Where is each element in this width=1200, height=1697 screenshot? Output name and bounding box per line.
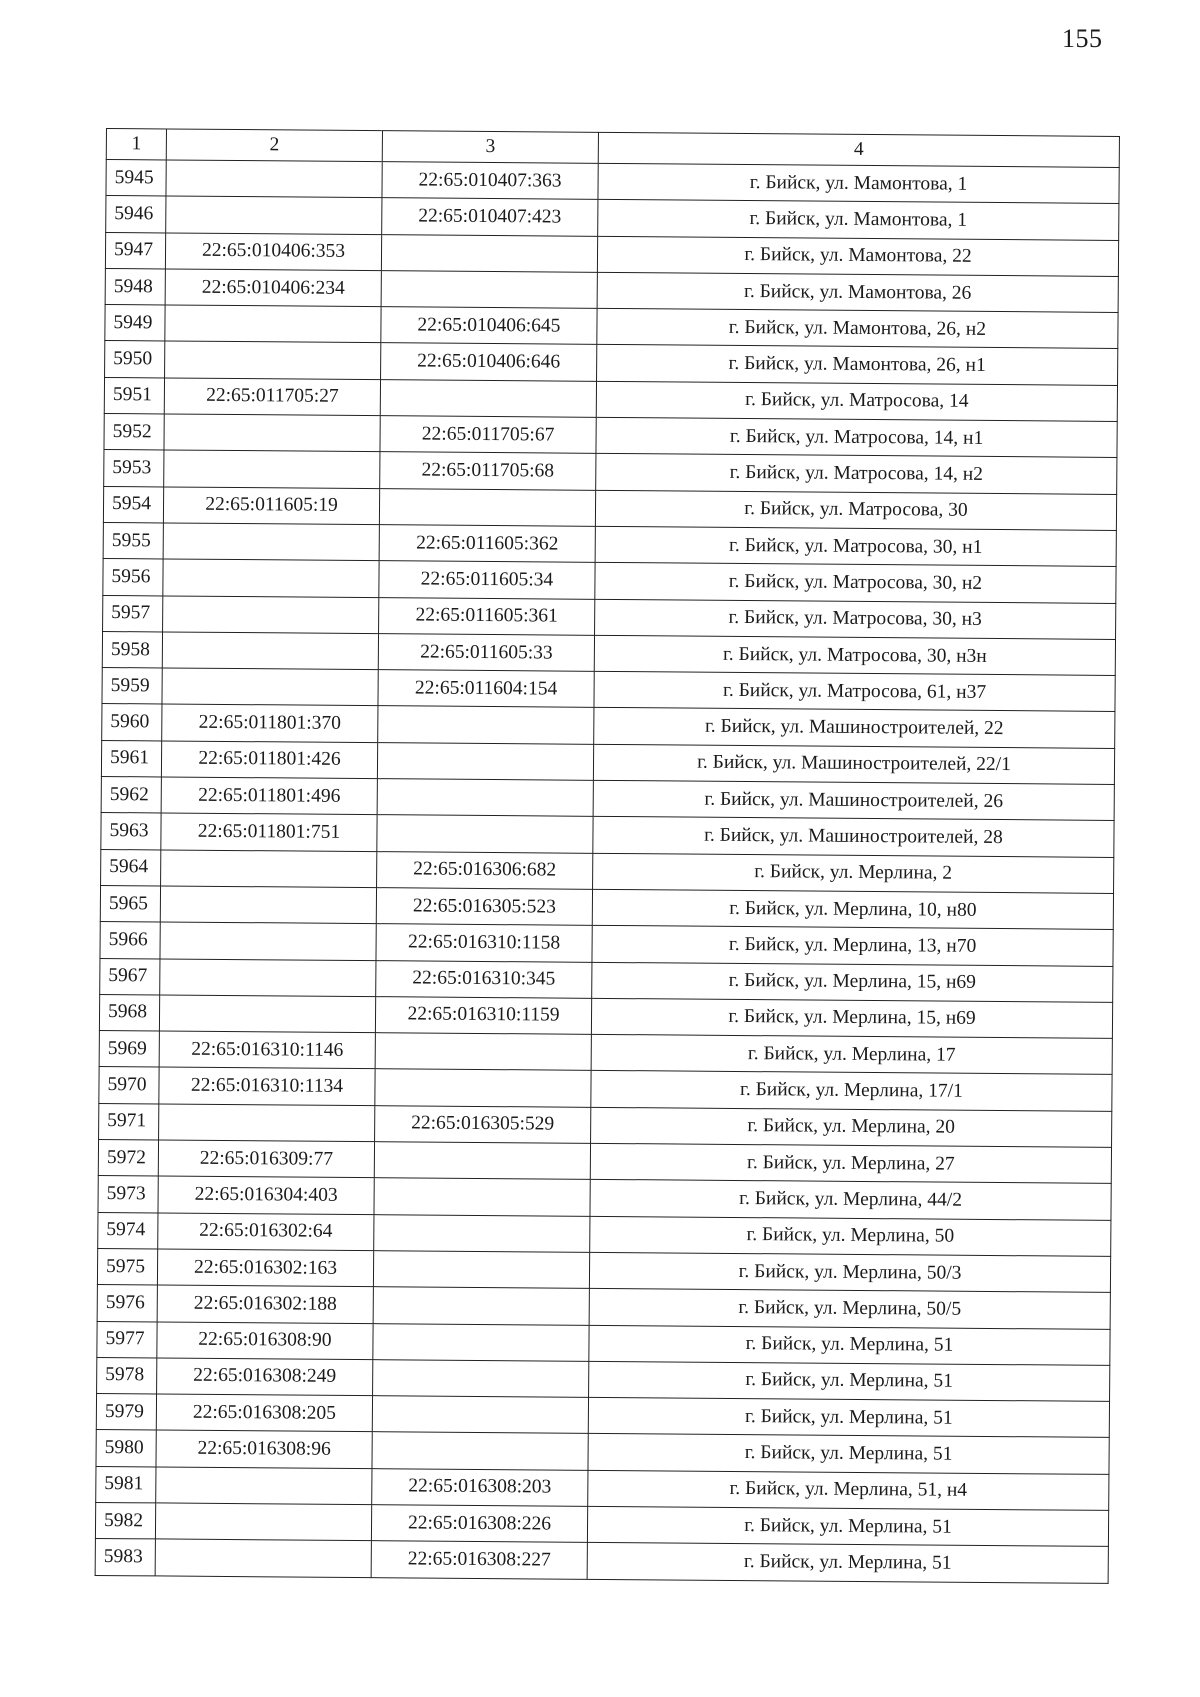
address-cell: г. Бийск, ул. Машиностроителей, 22/1: [593, 744, 1114, 784]
building-cadastral-cell: 22:65:016308:227: [371, 1541, 587, 1579]
building-cadastral-cell: 22:65:016305:523: [376, 888, 592, 926]
land-cadastral-cell: 22:65:011801:496: [161, 777, 377, 815]
row-number-cell: 5948: [105, 268, 165, 305]
land-cadastral-cell: 22:65:016308:205: [156, 1394, 372, 1432]
building-cadastral-cell: 22:65:010406:646: [381, 343, 597, 381]
address-cell: г. Бийск, ул. Мерлина, 13, н70: [592, 926, 1113, 966]
building-cadastral-cell: 22:65:010406:645: [381, 307, 597, 345]
row-number-cell: 5952: [104, 414, 164, 451]
land-cadastral-cell: [164, 414, 380, 452]
column-header-4: 4: [598, 132, 1119, 167]
building-cadastral-cell: [374, 1214, 590, 1252]
land-cadastral-cell: [164, 450, 380, 488]
row-number-cell: 5951: [104, 377, 164, 414]
land-cadastral-cell: 22:65:016308:249: [157, 1358, 373, 1396]
land-cadastral-cell: 22:65:010406:353: [165, 233, 381, 271]
land-cadastral-cell: [160, 958, 376, 996]
table-body: [95, 160, 1119, 1583]
row-number-cell: 5954: [103, 486, 163, 523]
address-cell: г. Бийск, ул. Мерлина, 15, н69: [592, 962, 1113, 1002]
land-cadastral-cell: 22:65:011705:27: [164, 378, 380, 416]
address-cell: г. Бийск, ул. Машиностроителей, 22: [594, 708, 1115, 748]
building-cadastral-cell: [374, 1178, 590, 1216]
land-cadastral-cell: [160, 886, 376, 924]
address-cell: г. Бийск, ул. Мамонтова, 26, н1: [597, 345, 1118, 385]
address-cell: г. Бийск, ул. Матросова, 30, н3н: [594, 635, 1115, 675]
building-cadastral-cell: [377, 779, 593, 817]
row-number-cell: 5966: [100, 922, 160, 959]
building-cadastral-cell: [373, 1287, 589, 1325]
land-cadastral-cell: 22:65:011605:19: [163, 487, 379, 525]
building-cadastral-cell: [375, 1033, 591, 1071]
row-number-cell: 5980: [96, 1430, 156, 1467]
address-cell: г. Бийск, ул. Мерлина, 17: [591, 1034, 1112, 1074]
building-cadastral-cell: 22:65:016310:1158: [376, 924, 592, 962]
row-number-cell: 5969: [99, 1031, 159, 1068]
address-cell: г. Бийск, ул. Мерлина, 27: [590, 1143, 1111, 1183]
row-number-cell: 5983: [95, 1539, 155, 1576]
land-cadastral-cell: [165, 305, 381, 343]
land-cadastral-cell: 22:65:016308:96: [156, 1430, 372, 1468]
row-number-cell: 5974: [98, 1212, 158, 1249]
land-cadastral-cell: [163, 523, 379, 561]
row-number-cell: 5973: [98, 1176, 158, 1213]
row-number-cell: 5976: [97, 1285, 157, 1322]
address-cell: г. Бийск, ул. Мамонтова, 26: [597, 272, 1118, 312]
building-cadastral-cell: [379, 488, 595, 526]
column-header-2: 2: [166, 129, 382, 162]
address-cell: г. Бийск, ул. Мерлина, 51, н4: [588, 1470, 1109, 1510]
address-cell: г. Бийск, ул. Матросова, 14: [596, 381, 1117, 421]
address-cell: г. Бийск, ул. Мамонтова, 22: [597, 236, 1118, 276]
building-cadastral-cell: [372, 1432, 588, 1470]
address-cell: г. Бийск, ул. Мамонтова, 1: [598, 200, 1119, 240]
row-number-cell: 5962: [101, 777, 161, 814]
building-cadastral-cell: [373, 1323, 589, 1361]
land-cadastral-cell: 22:65:011801:751: [161, 813, 377, 851]
land-cadastral-cell: [155, 1503, 371, 1541]
address-cell: г. Бийск, ул. Мамонтова, 1: [598, 163, 1119, 203]
land-cadastral-cell: 22:65:016302:188: [157, 1285, 373, 1323]
building-cadastral-cell: [373, 1359, 589, 1397]
row-number-cell: 5953: [104, 450, 164, 487]
address-cell: г. Бийск, ул. Матросова, 14, н2: [596, 454, 1117, 494]
registry-table: [95, 128, 1120, 1583]
land-cadastral-cell: [166, 160, 382, 198]
row-number-cell: 5975: [97, 1248, 157, 1285]
building-cadastral-cell: 22:65:011605:34: [379, 561, 595, 599]
address-cell: г. Бийск, ул. Мерлина, 50/3: [589, 1252, 1110, 1292]
land-cadastral-cell: 22:65:011801:370: [162, 704, 378, 742]
address-cell: г. Бийск, ул. Матросова, 30, н1: [595, 526, 1116, 566]
building-cadastral-cell: 22:65:011605:33: [378, 634, 594, 672]
land-cadastral-cell: [162, 668, 378, 706]
column-header-3: 3: [382, 131, 598, 164]
address-cell: г. Бийск, ул. Мерлина, 51: [587, 1543, 1108, 1583]
building-cadastral-cell: [381, 271, 597, 309]
address-cell: г. Бийск, ул. Матросова, 30, н2: [595, 563, 1116, 603]
address-cell: г. Бийск, ул. Матросова, 14, н1: [596, 417, 1117, 457]
column-header-1: 1: [106, 129, 166, 160]
land-cadastral-cell: [159, 995, 375, 1033]
land-cadastral-cell: [165, 341, 381, 379]
address-cell: г. Бийск, ул. Мерлина, 50: [590, 1216, 1111, 1256]
building-cadastral-cell: 22:65:010407:363: [382, 162, 598, 200]
row-number-cell: 5961: [101, 740, 161, 777]
building-cadastral-cell: 22:65:016310:1159: [375, 996, 591, 1034]
building-cadastral-cell: [374, 1142, 590, 1180]
address-cell: г. Бийск, ул. Мерлина, 17/1: [591, 1071, 1112, 1111]
address-cell: г. Бийск, ул. Матросова, 61, н37: [594, 672, 1115, 712]
row-number-cell: 5970: [99, 1067, 159, 1104]
land-cadastral-cell: [155, 1539, 371, 1577]
table-row: [95, 1539, 1108, 1583]
row-number-cell: 5959: [102, 668, 162, 705]
address-cell: г. Бийск, ул. Мерлина, 2: [593, 853, 1114, 893]
building-cadastral-cell: [381, 234, 597, 272]
building-cadastral-cell: [378, 706, 594, 744]
building-cadastral-cell: 22:65:011604:154: [378, 670, 594, 708]
building-cadastral-cell: 22:65:016305:529: [375, 1105, 591, 1143]
row-number-cell: 5967: [100, 958, 160, 995]
land-cadastral-cell: [163, 596, 379, 634]
row-number-cell: 5978: [97, 1357, 157, 1394]
row-number-cell: 5963: [101, 813, 161, 850]
row-number-cell: 5971: [99, 1103, 159, 1140]
land-cadastral-cell: [162, 632, 378, 670]
building-cadastral-cell: 22:65:011705:67: [380, 416, 596, 454]
row-number-cell: 5981: [96, 1466, 156, 1503]
land-cadastral-cell: [166, 196, 382, 234]
land-cadastral-cell: 22:65:016302:163: [157, 1249, 373, 1287]
address-cell: г. Бийск, ул. Мерлина, 15, н69: [591, 998, 1112, 1038]
row-number-cell: 5957: [103, 595, 163, 632]
address-cell: г. Бийск, ул. Мерлина, 51: [589, 1325, 1110, 1365]
row-number-cell: 5947: [105, 232, 165, 269]
land-cadastral-cell: [159, 1104, 375, 1142]
row-number-cell: 5955: [103, 522, 163, 559]
address-cell: г. Бийск, ул. Машиностроителей, 28: [593, 817, 1114, 857]
building-cadastral-cell: [373, 1251, 589, 1289]
row-number-cell: 5979: [96, 1394, 156, 1431]
address-cell: г. Бийск, ул. Мерлина, 51: [588, 1397, 1109, 1437]
building-cadastral-cell: 22:65:016306:682: [377, 851, 593, 889]
address-cell: г. Бийск, ул. Матросова, 30, н3: [595, 599, 1116, 639]
address-cell: г. Бийск, ул. Мерлина, 10, н80: [592, 889, 1113, 929]
address-cell: г. Бийск, ул. Матросова, 30: [595, 490, 1116, 530]
address-cell: г. Бийск, ул. Мерлина, 51: [589, 1361, 1110, 1401]
row-number-cell: 5977: [97, 1321, 157, 1358]
row-number-cell: 5960: [102, 704, 162, 741]
building-cadastral-cell: 22:65:011605:362: [379, 525, 595, 563]
land-cadastral-cell: 22:65:016304:403: [158, 1176, 374, 1214]
row-number-cell: 5949: [105, 305, 165, 342]
address-cell: г. Бийск, ул. Мерлина, 44/2: [590, 1180, 1111, 1220]
land-cadastral-cell: [160, 922, 376, 960]
land-cadastral-cell: 22:65:016308:90: [157, 1321, 373, 1359]
building-cadastral-cell: 22:65:016308:203: [372, 1468, 588, 1506]
address-cell: г. Бийск, ул. Машиностроителей, 26: [593, 780, 1114, 820]
building-cadastral-cell: [380, 379, 596, 417]
building-cadastral-cell: 22:65:016310:345: [376, 960, 592, 998]
row-number-cell: 5982: [95, 1502, 155, 1539]
land-cadastral-cell: 22:65:016302:64: [158, 1213, 374, 1251]
building-cadastral-cell: 22:65:010407:423: [382, 198, 598, 236]
row-number-cell: 5946: [106, 196, 166, 233]
building-cadastral-cell: 22:65:016308:226: [371, 1505, 587, 1543]
land-cadastral-cell: 22:65:016309:77: [158, 1140, 374, 1178]
land-cadastral-cell: [156, 1467, 372, 1505]
building-cadastral-cell: [372, 1396, 588, 1434]
land-cadastral-cell: 22:65:016310:1146: [159, 1031, 375, 1069]
land-cadastral-cell: 22:65:016310:1134: [159, 1067, 375, 1105]
row-number-cell: 5956: [103, 559, 163, 596]
row-number-cell: 5950: [105, 341, 165, 378]
building-cadastral-cell: 22:65:011705:68: [380, 452, 596, 490]
land-cadastral-cell: 22:65:010406:234: [165, 269, 381, 307]
row-number-cell: 5968: [99, 994, 159, 1031]
row-number-cell: 5945: [106, 160, 166, 197]
row-number-cell: 5964: [101, 849, 161, 886]
building-cadastral-cell: [377, 742, 593, 780]
row-number-cell: 5965: [100, 885, 160, 922]
land-cadastral-cell: [161, 850, 377, 888]
land-cadastral-cell: [163, 559, 379, 597]
building-cadastral-cell: 22:65:011605:361: [379, 597, 595, 635]
address-cell: г. Бийск, ул. Мамонтова, 26, н2: [597, 309, 1118, 349]
building-cadastral-cell: [375, 1069, 591, 1107]
row-number-cell: 5972: [98, 1139, 158, 1176]
building-cadastral-cell: [377, 815, 593, 853]
address-cell: г. Бийск, ул. Мерлина, 20: [591, 1107, 1112, 1147]
land-cadastral-cell: 22:65:011801:426: [161, 741, 377, 779]
address-cell: г. Бийск, ул. Мерлина, 51: [588, 1434, 1109, 1474]
address-cell: г. Бийск, ул. Мерлина, 51: [587, 1506, 1108, 1546]
page-number: 155: [1062, 24, 1103, 53]
address-cell: г. Бийск, ул. Мерлина, 50/5: [589, 1289, 1110, 1329]
row-number-cell: 5958: [102, 631, 162, 668]
